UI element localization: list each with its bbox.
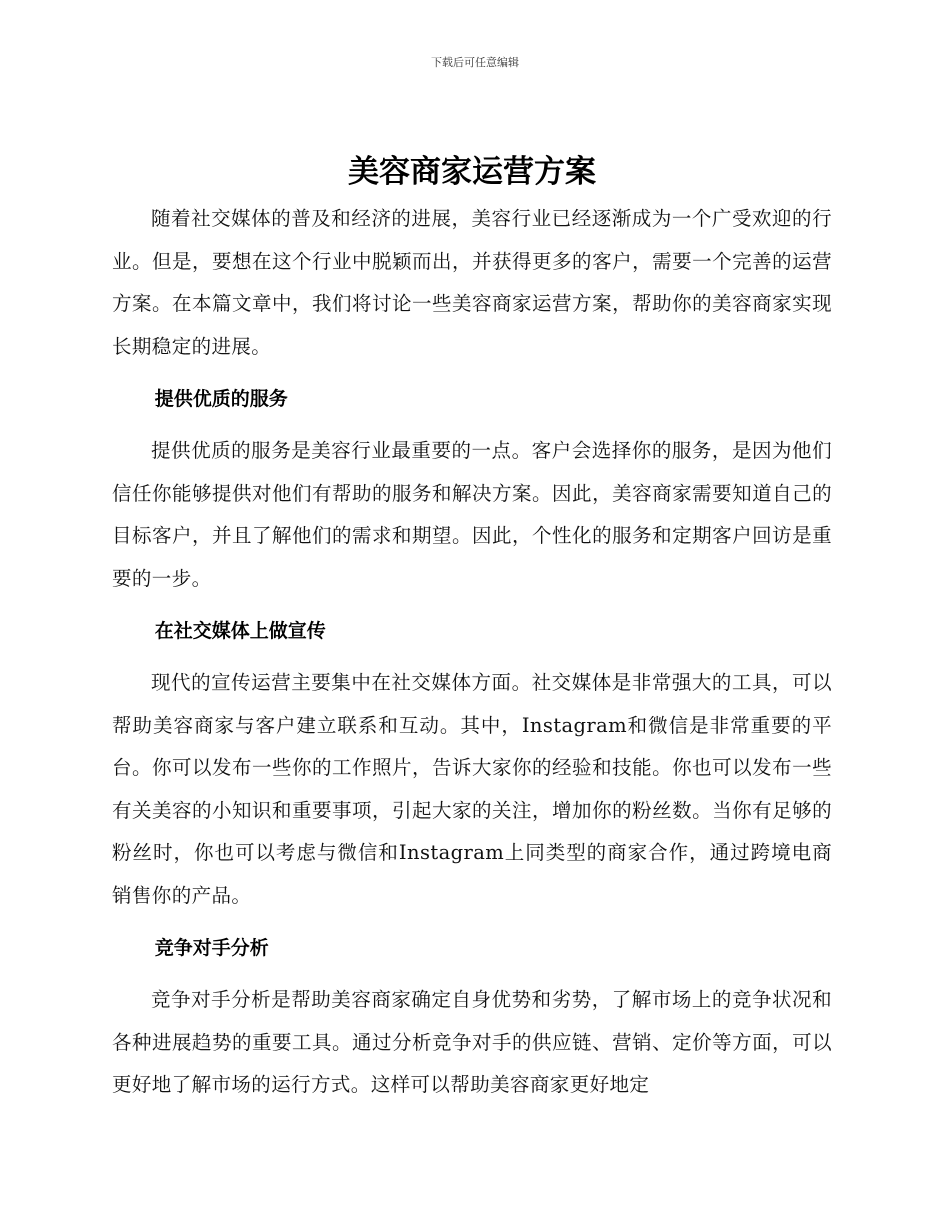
document-content [112,150,832,1107]
section-body-social-media: 现代的宣传运营主要集中在社交媒体方面。社交媒体是非常强大的工具，可以帮助美容商家与客户建立联系和互动。其中，Instagram和微信是非常重要的平台。你可以发布一些你的工作照片，告诉大家你的经验和技能。你也可以发布一些有关美容的小知识和重要事项，引起大家的关注，增加你的粉丝数。当你有足够的粉丝时，你也可以考虑与微信和Instagram上同类型的商家合作，通过跨境电商销售你的产品。 [112,671,832,907]
document-title: 美容商家运营方案 [348,154,596,190]
section-heading-competitor-analysis: 竞争对手分析 [154,937,269,959]
section-heading-social-media: 在社交媒体上做宣传 [154,620,326,642]
section-body-service: 提供优质的服务是美容行业最重要的一点。客户会选择你的服务，是因为他们信任你能够提供对他们有帮助的服务和解决方案。因此，美容商家需要知道自己的目标客户，并且了解他们的需求和期望。因此，个性化的服务和定期客户回访是重要的一步。 [112,439,832,590]
intro-paragraph: 随着社交媒体的普及和经济的进展，美容行业已经逐渐成为一个广受欢迎的行业。但是，要想在这个行业中脱颖而出，并获得更多的客户，需要一个完善的运营方案。在本篇文章中，我们将讨论一些美容商家运营方案，帮助你的美容商家实现长期稳定的进展。 [112,207,832,358]
section-heading-service: 提供优质的服务 [154,388,288,410]
section-body-competitor-analysis: 竞争对手分析是帮助美容商家确定自身优势和劣势，了解市场上的竞争状况和各种进展趋势的重要工具。通过分析竞争对手的供应链、营销、定价等方面，可以更好地了解市场的运行方式。这样可以帮助美容商家更好地定 [112,988,832,1096]
header-note: 下载后可任意编辑 [431,56,519,69]
